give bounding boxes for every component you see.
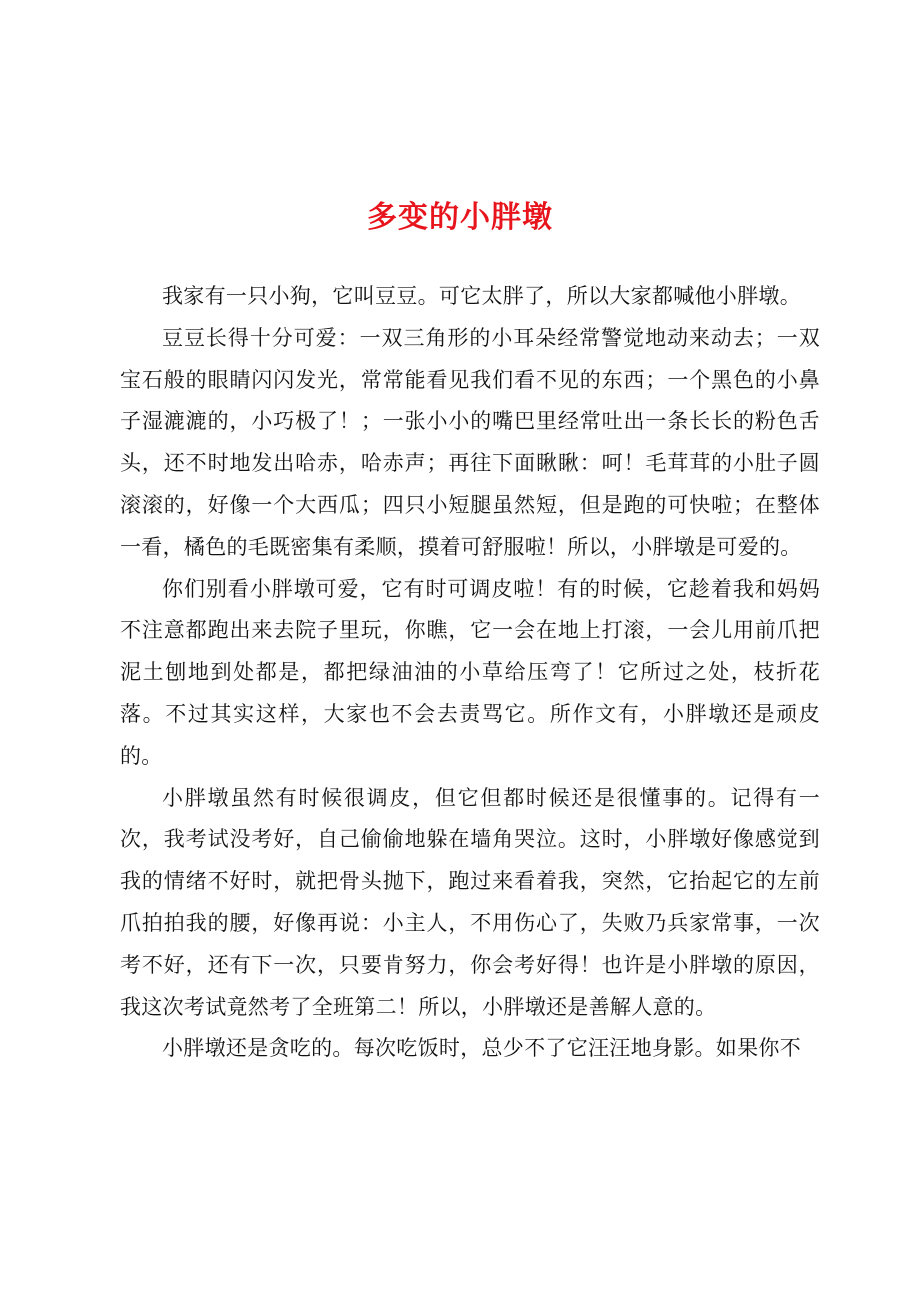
paragraph-intro: 我家有一只小狗，它叫豆豆。可它太胖了，所以大家都喊他小胖墩。 xyxy=(162,284,801,308)
paragraph-appearance: 豆豆长得十分可爱：一双三角形的小耳朵经常警觉地动来动去；一双宝石般的眼睛闪闪发光，常常能看见我们看不见的东西；一个黑色的小鼻子湿漉漉的，小巧极了！；一张小小的嘴巴里经常吐出一条长长的粉色舌头，还不时地发出哈赤，哈赤声；再往下面瞅瞅：呵！毛茸茸的小肚子圆滚滚的，好像一个大西瓜；四只小短腿虽然短，但是跑的可快啦；在整体一看，橘色的毛既密集有柔顺，摸着可舒服啦！所以，小胖墩是可爱的。 xyxy=(120,325,820,559)
paragraph-naughty: 你们别看小胖墩可爱，它有时可调皮啦！有的时候，它趁着我和妈妈不注意都跑出来去院子里玩，你瞧，它一会在地上打滚，一会儿用前爪把泥土刨地到处都是，都把绿油油的小草给压弯了！它所过之处，枝折花落。不过其实这样，大家也不会去责骂它。所作文有，小胖墩还是顽皮的。 xyxy=(120,576,820,768)
paragraph-sensible: 小胖墩虽然有时候很调皮，但它但都时候还是很懂事的。记得有一次，我考试没考好，自己偷偷地躲在墙角哭泣。这时，小胖墩好像感觉到我的情绪不好时，就把骨头抛下，跑过来看着我，突然，它抬起它的左前爪拍拍我的腰，好像再说：小主人，不用伤心了，失败乃兵家常事，一次考不好，还有下一次，只要肯努力，你会考好得！也许是小胖墩的原因，我这次考试竟然考了全班第二！所以，小胖墩还是善解人意的。 xyxy=(120,785,820,1019)
paragraph-greedy: 小胖墩还是贪吃的。每次吃饭时，总少不了它汪汪地身影。如果你不 xyxy=(162,1036,801,1061)
document-body xyxy=(120,276,820,1070)
document-title: 多变的小胖墩 xyxy=(367,200,553,235)
